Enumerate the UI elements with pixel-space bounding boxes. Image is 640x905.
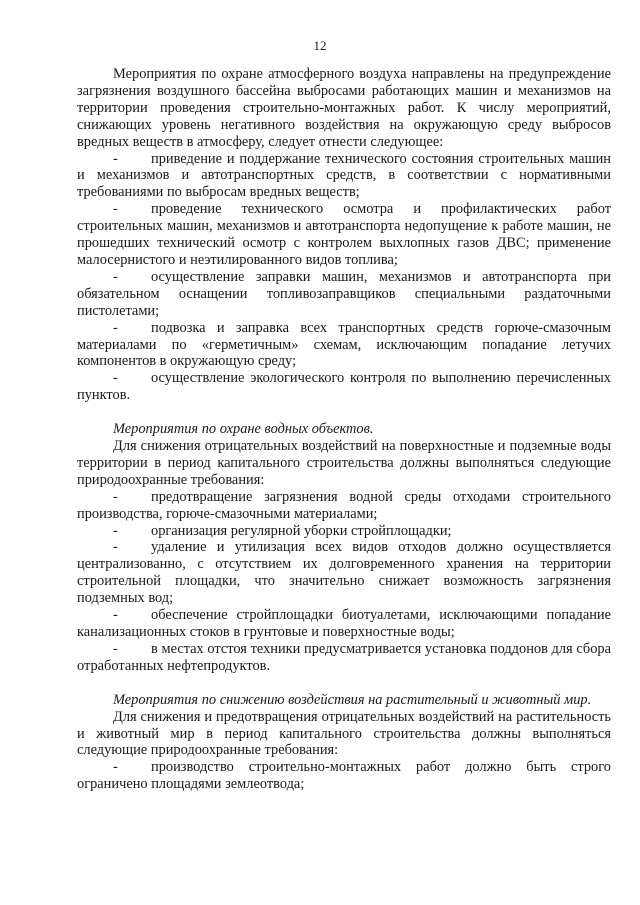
- flora-intro-paragraph: Для снижения и предотвращения отрицательных воздействий на растительность и животный мир в период капитального строительства должны выполняться следующие природоохранные требования:: [77, 708, 611, 759]
- list-item-text: производство строительно-монтажных работ должно быть строго ограничено площадями землеотвода;: [77, 759, 611, 793]
- list-item: [77, 641, 611, 675]
- air-protection-paragraph: Мероприятия по охране атмосферного воздуха направлены на предупреждение загрязнения воздушного бассейна выбросами работающих машин и механизмов на территории проведения строительно-монтажных работ. К числу мероприятий, снижающих уровень негативного воздействия на окружающую среду выбросов вредных веществ в атмосферу, следует отнести следующее:: [77, 66, 611, 150]
- section-spacer: [77, 675, 611, 692]
- list-item-text: приведение и поддержание технического состояния строительных машин и механизмов и автотранспортных средств, в соответствии с нормативными требованиями по выбросам вредных веществ;: [77, 150, 611, 201]
- list-item-text: предотвращение загрязнения водной среды отходами строительного производства, горюче-смазочными материалами;: [77, 488, 611, 522]
- list-dash: -: [113, 201, 118, 218]
- list-item-text: организация регулярной уборки стройплощадки;: [151, 522, 452, 539]
- list-item: [77, 539, 611, 607]
- section-spacer: [77, 404, 611, 421]
- list-item-text: осуществление экологического контроля по выполнению перечисленных пунктов.: [77, 370, 611, 404]
- list-item: [77, 523, 611, 540]
- list-item: [77, 151, 611, 202]
- list-dash: -: [113, 607, 118, 624]
- list-item-text: удаление и утилизация всех видов отходов должно осуществляется централизованно, с отсутствием их долговременного хранения на территории строительной площадки, что значительно снижает возможность загрязнения подземных вод;: [77, 539, 611, 607]
- water-section-title: Мероприятия по охране водных объектов.: [113, 421, 374, 438]
- list-dash: -: [113, 150, 118, 167]
- list-item: [77, 759, 611, 793]
- list-item: [77, 201, 611, 269]
- list-item: [77, 607, 611, 641]
- water-intro-paragraph: Для снижения отрицательных воздействий на поверхностные и подземные воды территории в период капитального строительства должны выполняться следующие природоохранные требования:: [77, 438, 611, 488]
- flora-section-title: Мероприятия по снижению воздействия на растительный и животный мир.: [113, 691, 592, 708]
- list-dash: -: [113, 488, 118, 505]
- page-number: 12: [313, 38, 327, 53]
- list-dash: -: [113, 522, 118, 539]
- list-item: [77, 320, 611, 371]
- list-item: [77, 370, 611, 404]
- list-item-text: проведение технического осмотра и профилактических работ строительных машин, механизмов и автотранспорта недопущение к работе машин, не прошедших технический осмотр с контролем выхлопных газов ДВС; применение малосернистого и неэтилированного видов топлива;: [77, 201, 611, 268]
- list-dash: -: [113, 759, 118, 776]
- list-dash: -: [113, 370, 118, 387]
- list-item-text: обеспечение стройплощадки биотуалетами, исключающими попадание канализационных стоков в грунтовые и поверхностные воды;: [77, 607, 611, 640]
- list-dash: -: [113, 640, 118, 657]
- list-dash: -: [113, 319, 118, 336]
- list-item-text: осуществление заправки машин, механизмов и автотранспорта при обязательном оснащении топливозаправщиков специальными раздаточными пистолетами;: [77, 268, 611, 319]
- list-item: [77, 489, 611, 523]
- document-body: [77, 66, 611, 793]
- list-item-text: в местах отстоя техники предусматривается установка поддонов для сбора отработанных нефтепродуктов.: [77, 640, 611, 674]
- list-item-text: подвозка и заправка всех транспортных средств горюче-смазочным материалами по «герметичным» схемам, исключающим попадание летучих компонентов в окружающую среду;: [77, 319, 611, 370]
- list-dash: -: [113, 539, 118, 556]
- list-item: [77, 269, 611, 320]
- list-dash: -: [113, 268, 118, 285]
